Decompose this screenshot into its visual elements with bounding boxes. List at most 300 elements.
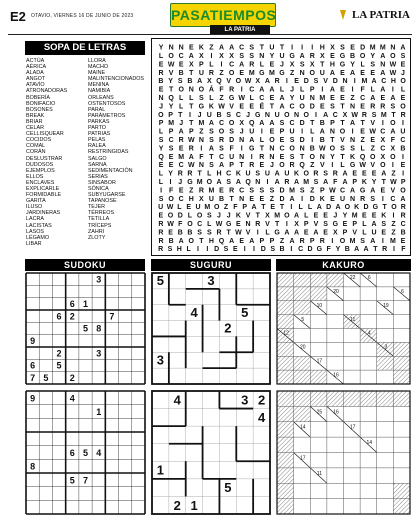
word-item: SUBYUGARSE bbox=[88, 192, 126, 199]
grid-letter: E bbox=[269, 61, 275, 69]
grid-letter: O bbox=[188, 237, 195, 245]
grid-letter: J bbox=[246, 111, 251, 119]
grid-letter: C bbox=[226, 170, 232, 178]
grid-letter: L bbox=[304, 212, 309, 220]
word-item: LIBAR bbox=[26, 240, 42, 247]
grid-letter: E bbox=[340, 94, 345, 102]
grid-letter: O bbox=[369, 153, 376, 161]
grid-letter: Z bbox=[219, 69, 224, 77]
grid-letter: S bbox=[323, 170, 328, 178]
grid-letter: U bbox=[158, 204, 164, 212]
grid-letter: M bbox=[198, 120, 205, 128]
grid-letter: G bbox=[372, 204, 379, 212]
word-item: SÓNICA bbox=[88, 185, 109, 192]
grid-letter: P bbox=[158, 120, 164, 128]
grid-letter: C bbox=[218, 153, 225, 161]
grid-letter: I bbox=[290, 204, 293, 212]
grid-letter: R bbox=[382, 246, 388, 254]
grid-letter: N bbox=[239, 153, 245, 161]
sudoku-given: 9 bbox=[30, 393, 36, 404]
grid-letter: O bbox=[303, 111, 309, 119]
grid-letter: E bbox=[168, 162, 174, 170]
kakuro-block bbox=[277, 437, 294, 452]
grid-letter: F bbox=[390, 136, 396, 144]
grid-letter: U bbox=[400, 128, 406, 136]
grid-letter: T bbox=[275, 220, 280, 228]
grid-letter: Z bbox=[391, 170, 396, 178]
grid-letter: O bbox=[400, 187, 406, 195]
grid-letter: O bbox=[284, 111, 290, 119]
grid-letter: E bbox=[323, 212, 328, 220]
grid-letter: N bbox=[245, 220, 251, 228]
grid-letter: G bbox=[259, 69, 265, 77]
grid-letter: G bbox=[228, 94, 235, 102]
grid-letter: A bbox=[390, 94, 396, 102]
grid-letter: X bbox=[255, 78, 261, 86]
grid-letter: N bbox=[380, 61, 386, 69]
grid-letter: Z bbox=[189, 187, 194, 195]
grid-letter: O bbox=[218, 128, 225, 136]
grid-letter: S bbox=[371, 111, 377, 119]
kakuro-block bbox=[327, 391, 344, 406]
grid-letter: E bbox=[178, 145, 184, 153]
grid-letter: R bbox=[332, 170, 338, 178]
grid-letter: I bbox=[321, 86, 324, 94]
grid-letter: C bbox=[178, 52, 184, 60]
grid-letter: P bbox=[342, 229, 348, 237]
sudoku-given: 5 bbox=[56, 360, 62, 371]
sudoku-given: 6 bbox=[56, 311, 62, 322]
word-item: LLORA bbox=[88, 58, 106, 64]
grid-letter: B bbox=[350, 52, 356, 60]
grid-letter: M bbox=[208, 187, 215, 195]
grid-letter: Z bbox=[350, 94, 355, 102]
grid-letter: F bbox=[168, 187, 174, 195]
suguru-given: 5 bbox=[241, 304, 249, 320]
grid-letter: C bbox=[235, 111, 241, 119]
grid-letter: L bbox=[187, 212, 193, 220]
grid-letter: F bbox=[401, 246, 406, 254]
word-item: PARTO bbox=[88, 125, 106, 132]
grid-letter: V bbox=[340, 136, 345, 144]
grid-letter: T bbox=[381, 178, 386, 186]
grid-letter: I bbox=[351, 86, 354, 94]
grid-letter: E bbox=[168, 153, 174, 161]
sudoku-given: 7 bbox=[109, 311, 115, 322]
grid-letter: P bbox=[188, 128, 194, 136]
grid-letter: K bbox=[319, 195, 325, 203]
grid-letter: O bbox=[309, 153, 315, 161]
grid-letter: I bbox=[197, 246, 199, 254]
grid-letter: M bbox=[379, 44, 386, 52]
grid-letter: N bbox=[390, 44, 396, 52]
grid-letter: N bbox=[188, 86, 194, 94]
grid-letter: L bbox=[300, 86, 305, 94]
grid-letter: A bbox=[264, 78, 270, 86]
grid-letter: O bbox=[228, 120, 235, 128]
grid-letter: B bbox=[319, 120, 325, 128]
grid-letter: E bbox=[362, 170, 367, 178]
grid-letter: M bbox=[361, 78, 368, 86]
grid-letter: U bbox=[198, 69, 204, 77]
grid-letter: X bbox=[330, 44, 335, 52]
grid-letter: E bbox=[303, 229, 309, 237]
grid-letter: R bbox=[177, 170, 183, 178]
grid-letter: H bbox=[188, 195, 194, 203]
grid-letter: C bbox=[178, 162, 184, 170]
grid-letter: D bbox=[229, 136, 235, 144]
grid-letter: Q bbox=[249, 120, 255, 128]
grid-letter: E bbox=[259, 162, 265, 170]
grid-letter: B bbox=[400, 145, 406, 153]
grid-letter: N bbox=[259, 52, 265, 60]
grid-letter: L bbox=[179, 94, 184, 102]
grid-letter: D bbox=[279, 195, 285, 203]
kakuro-block bbox=[294, 406, 311, 421]
grid-letter: Y bbox=[370, 52, 376, 60]
grid-letter: A bbox=[229, 237, 235, 245]
grid-letter: U bbox=[195, 204, 201, 212]
grid-letter: D bbox=[326, 204, 332, 212]
grid-letter: L bbox=[209, 94, 214, 102]
grid-letter: T bbox=[340, 153, 345, 161]
grid-letter: S bbox=[269, 187, 275, 195]
grid-letter: R bbox=[158, 220, 164, 228]
grid-letter: X bbox=[265, 212, 270, 220]
grid-letter: U bbox=[229, 153, 235, 161]
grid-letter: E bbox=[168, 229, 173, 237]
grid-letter: X bbox=[206, 78, 212, 86]
grid-letter: X bbox=[309, 61, 315, 69]
kakuro-block bbox=[294, 356, 311, 370]
grid-letter: C bbox=[289, 120, 295, 128]
grid-letter: X bbox=[319, 52, 325, 60]
grid-letter: L bbox=[179, 103, 184, 111]
word-item: ELLOS bbox=[26, 173, 44, 180]
grid-letter: E bbox=[381, 229, 387, 237]
grid-letter: E bbox=[400, 61, 406, 69]
grid-letter: W bbox=[319, 145, 326, 153]
kakuro-clue: 6 bbox=[367, 275, 371, 282]
grid-letter: C bbox=[229, 61, 235, 69]
grid-letter: A bbox=[342, 170, 348, 178]
grid-letter: I bbox=[402, 170, 405, 178]
grid-letter: E bbox=[158, 86, 164, 94]
grid-letter: I bbox=[160, 187, 163, 195]
grid-letter: I bbox=[243, 246, 246, 254]
grid-letter: O bbox=[235, 78, 242, 86]
grid-letter: E bbox=[340, 69, 345, 77]
grid-letter: Q bbox=[216, 78, 222, 86]
grid-letter: L bbox=[265, 229, 270, 237]
grid-letter: L bbox=[158, 178, 163, 186]
grid-letter: S bbox=[330, 103, 335, 111]
grid-letter: E bbox=[342, 220, 348, 228]
word-item: ZLOTY bbox=[88, 234, 106, 241]
grid-letter: S bbox=[209, 128, 214, 136]
grid-letter: T bbox=[360, 120, 365, 128]
grid-letter: C bbox=[360, 94, 366, 102]
kakuro-clue: 14 bbox=[299, 424, 306, 431]
grid-letter: T bbox=[189, 120, 194, 128]
suguru-given: 2 bbox=[173, 497, 181, 513]
grid-letter: S bbox=[229, 128, 234, 136]
sudoku-given: 6 bbox=[69, 298, 75, 309]
sudoku-given: 1 bbox=[96, 406, 102, 417]
suguru-given: 2 bbox=[224, 320, 232, 336]
grid-letter: I bbox=[381, 120, 384, 128]
grid-letter: V bbox=[245, 229, 251, 237]
grid-letter: O bbox=[390, 153, 396, 161]
grid-letter: W bbox=[187, 162, 195, 170]
grid-letter: X bbox=[380, 153, 386, 161]
grid-letter: S bbox=[370, 195, 376, 203]
grid-letter: E bbox=[362, 212, 367, 220]
word-item: TEJER bbox=[88, 204, 106, 211]
grid-letter: E bbox=[269, 94, 275, 102]
grid-letter: A bbox=[259, 86, 265, 94]
grid-letter: C bbox=[390, 195, 396, 203]
word-list-column-1 bbox=[26, 58, 67, 247]
word-item: SALGO bbox=[88, 155, 107, 162]
grid-letter: P bbox=[319, 187, 325, 195]
grid-letter: E bbox=[360, 69, 365, 77]
word-item: BREAK bbox=[26, 112, 45, 119]
grid-letter: G bbox=[274, 229, 280, 237]
grid-letter: Y bbox=[371, 178, 377, 186]
grid-letter: I bbox=[391, 162, 394, 170]
grid-letter: Z bbox=[360, 136, 365, 144]
grid-letter: K bbox=[235, 212, 241, 220]
grid-letter: N bbox=[299, 69, 305, 77]
grid-letter: E bbox=[249, 103, 255, 111]
grid-letter: N bbox=[319, 153, 325, 161]
word-item: BOBERÍA bbox=[26, 94, 50, 101]
grid-letter: Y bbox=[335, 246, 341, 254]
grid-letter: E bbox=[249, 195, 255, 203]
grid-letter: S bbox=[197, 229, 202, 237]
grid-letter: A bbox=[289, 237, 295, 245]
grid-letter: S bbox=[313, 78, 319, 86]
grid-letter: I bbox=[210, 52, 213, 60]
grid-letter: C bbox=[339, 187, 346, 195]
grid-letter: Y bbox=[168, 103, 174, 111]
grid-letter: Z bbox=[269, 195, 275, 203]
suguru-given: 4 bbox=[257, 409, 266, 425]
grid-letter: A bbox=[319, 128, 325, 136]
grid-letter: Z bbox=[310, 162, 315, 170]
grid-letter: Y bbox=[168, 170, 173, 178]
word-item: ACTÚA bbox=[26, 58, 45, 64]
grid-letter: H bbox=[176, 246, 182, 254]
grid-letter: A bbox=[251, 204, 257, 212]
grid-letter: R bbox=[249, 162, 255, 170]
grid-letter: G bbox=[249, 145, 255, 153]
logo-subtitle: LA PATRIA bbox=[210, 25, 270, 35]
kakuro-block bbox=[277, 287, 294, 301]
grid-letter: E bbox=[259, 195, 265, 203]
sudoku-given: 4 bbox=[69, 393, 75, 404]
suguru-given: 3 bbox=[156, 352, 165, 368]
grid-letter: S bbox=[158, 136, 164, 144]
grid-letter: U bbox=[289, 128, 295, 136]
grid-letter: V bbox=[370, 162, 376, 170]
grid-letter: U bbox=[206, 111, 212, 119]
grid-letter: M bbox=[196, 178, 203, 186]
grid-letter: G bbox=[332, 220, 339, 228]
word-item: MACHO bbox=[88, 64, 109, 71]
grid-letter: S bbox=[323, 220, 328, 228]
grid-letter: I bbox=[260, 128, 263, 136]
grid-letter: R bbox=[380, 103, 386, 111]
grid-letter: B bbox=[400, 229, 406, 237]
grid-letter: D bbox=[360, 44, 366, 52]
word-item: ANGOT bbox=[26, 76, 46, 83]
grid-letter: E bbox=[340, 86, 345, 94]
grid-letter: R bbox=[400, 111, 406, 119]
grid-letter: A bbox=[188, 52, 194, 60]
kakuro-clue: 11 bbox=[316, 470, 322, 477]
grid-letter: A bbox=[316, 204, 322, 212]
grid-letter: B bbox=[187, 229, 193, 237]
grid-letter: E bbox=[380, 187, 386, 195]
grid-letter: Y bbox=[269, 52, 275, 60]
grid-letter: S bbox=[400, 52, 406, 60]
sudoku-given: 2 bbox=[69, 311, 75, 322]
grid-letter: I bbox=[206, 246, 209, 254]
grid-letter: F bbox=[229, 145, 234, 153]
grid-letter: V bbox=[370, 120, 376, 128]
word-item: EJEMPLOS bbox=[26, 167, 55, 174]
grid-letter: C bbox=[197, 220, 203, 228]
grid-letter: R bbox=[158, 237, 164, 245]
grid-letter: J bbox=[179, 120, 184, 128]
grid-letter: A bbox=[381, 170, 387, 178]
grid-letter: S bbox=[206, 229, 212, 237]
grid-letter: Q bbox=[158, 153, 164, 161]
grid-letter: M bbox=[369, 44, 376, 52]
grid-letter: G bbox=[225, 220, 232, 228]
grid-letter: S bbox=[249, 44, 255, 52]
grid-letter: O bbox=[344, 204, 351, 212]
kakuro-block bbox=[344, 391, 361, 406]
grid-letter: R bbox=[360, 195, 366, 203]
sudoku-given: 5 bbox=[82, 323, 89, 334]
grid-letter: A bbox=[354, 246, 360, 254]
grid-letter: E bbox=[279, 153, 285, 161]
grid-letter: K bbox=[294, 170, 300, 178]
grid-letter: T bbox=[310, 120, 315, 128]
grid-letter: A bbox=[289, 195, 295, 203]
grid-letter: D bbox=[279, 187, 285, 195]
word-item: PARKAS bbox=[88, 118, 110, 125]
grid-letter: E bbox=[219, 187, 224, 195]
grid-letter: O bbox=[400, 78, 406, 86]
grid-letter: O bbox=[359, 52, 366, 60]
kakuro-block bbox=[277, 483, 294, 498]
kakuro-clue: 5 bbox=[301, 316, 305, 323]
grid-letter: J bbox=[269, 162, 274, 170]
grid-letter: R bbox=[158, 69, 164, 77]
grid-letter: P bbox=[269, 237, 275, 245]
kakuro-clue: 6 bbox=[401, 289, 404, 296]
grid-letter: O bbox=[213, 204, 220, 212]
grid-letter: K bbox=[235, 170, 241, 178]
grid-letter: S bbox=[219, 145, 224, 153]
grid-letter: V bbox=[352, 229, 358, 237]
grid-letter: W bbox=[359, 162, 366, 170]
kakuro-block bbox=[277, 499, 294, 514]
word-item: PARAL bbox=[88, 106, 106, 113]
grid-letter: U bbox=[249, 128, 255, 136]
grid-letter: F bbox=[360, 86, 365, 94]
grid-letter: I bbox=[392, 212, 395, 220]
grid-letter: I bbox=[381, 195, 384, 203]
grid-letter: A bbox=[370, 94, 376, 102]
sudoku-given: 3 bbox=[96, 274, 102, 285]
grid-letter: T bbox=[373, 246, 378, 254]
kakuro-title: KAKURO bbox=[276, 259, 411, 271]
grid-letter: A bbox=[294, 212, 300, 220]
grid-letter: T bbox=[340, 103, 345, 111]
grid-letter: E bbox=[360, 103, 365, 111]
grid-letter: G bbox=[289, 52, 295, 60]
grid-letter: R bbox=[187, 170, 193, 178]
sudoku-given: 5 bbox=[43, 372, 49, 383]
grid-letter: C bbox=[380, 145, 386, 153]
grid-letter: M bbox=[204, 204, 211, 212]
grid-letter: A bbox=[329, 86, 335, 94]
grid-letter: A bbox=[371, 78, 377, 86]
grid-letter: K bbox=[208, 103, 214, 111]
grid-letter: T bbox=[229, 195, 234, 203]
grid-letter: L bbox=[259, 136, 264, 144]
grid-letter: T bbox=[300, 153, 305, 161]
grid-letter: W bbox=[167, 220, 174, 228]
grid-letter: R bbox=[400, 204, 406, 212]
grid-letter: T bbox=[178, 111, 183, 119]
grid-letter: L bbox=[400, 86, 406, 94]
grid-letter: M bbox=[289, 187, 296, 195]
grid-letter: N bbox=[350, 136, 356, 144]
grid-letter: A bbox=[274, 170, 280, 178]
grid-letter: A bbox=[350, 187, 356, 195]
grid-letter: N bbox=[269, 153, 275, 161]
grid-letter: R bbox=[361, 111, 367, 119]
grid-letter: C bbox=[178, 195, 184, 203]
kakuro-block bbox=[277, 301, 294, 315]
grid-letter: P bbox=[303, 220, 309, 228]
kakuro-block bbox=[277, 273, 294, 287]
grid-letter: O bbox=[309, 69, 315, 77]
grid-letter: U bbox=[279, 52, 285, 60]
grid-letter: L bbox=[186, 246, 191, 254]
sudoku-given: 7 bbox=[30, 372, 36, 383]
grid-letter: I bbox=[353, 78, 356, 86]
kakuro-block bbox=[294, 273, 311, 287]
grid-letter: A bbox=[239, 61, 245, 69]
grid-letter: L bbox=[360, 145, 365, 153]
kakuro-clue: 12 bbox=[283, 330, 289, 337]
grid-letter: H bbox=[329, 61, 335, 69]
grid-letter: M bbox=[248, 69, 255, 77]
grid-letter: Y bbox=[289, 94, 295, 102]
kakuro-block bbox=[377, 391, 394, 406]
grid-letter: O bbox=[198, 86, 205, 94]
grid-letter: J bbox=[159, 103, 163, 111]
grid-letter: T bbox=[340, 120, 345, 128]
grid-letter: N bbox=[329, 128, 335, 136]
